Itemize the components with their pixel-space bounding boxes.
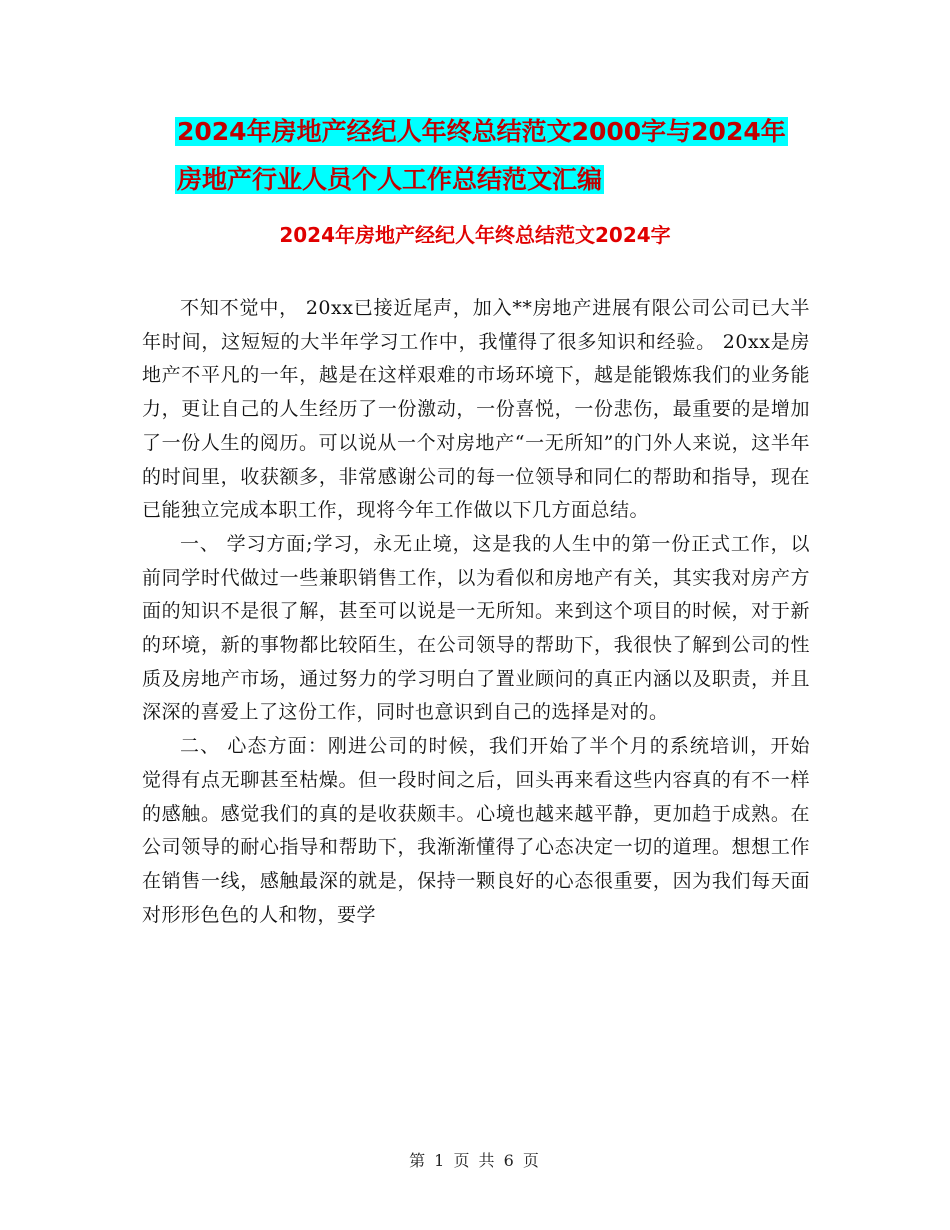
title-line-2: 房地产行业人员个人工作总结范文汇编	[177, 165, 603, 194]
document-title	[175, 108, 815, 204]
document-body	[142, 292, 810, 932]
section-subtitle: 2024年房地产经纪人年终总结范文2024字	[279, 223, 671, 247]
title-line-1: 2024年房地产经纪人年终总结范文2000字与2024年	[177, 117, 786, 146]
paragraph-study: 一、 学习方面;学习，永无止境，这是我的人生中的第一份正式工作，以前同学时代做过一些兼职销售工作，以为看似和房地产有关，其实我对房产方面的知识不是很了解，甚至可以说是一无所知。来到这个项目的时候，对于新的环境，新的事物都比较陌生，在公司领导的帮助下，我很快了解到公司的性质及房地产市场，通过努力的学习明白了置业顾问的真正内涵以及职责，并且深深的喜爱上了这份工作，同时也意识到自己的选择是对的。	[142, 532, 810, 724]
paragraph-mindset: 二、 心态方面：刚进公司的时候，我们开始了半个月的系统培训，开始觉得有点无聊甚至枯燥。但一段时间之后，回头再来看这些内容真的有不一样的感触。感觉我们的真的是收获颇丰。心境也越来越平静，更加趋于成熟。在公司领导的耐心指导和帮助下，我渐渐懂得了心态决定一切的道理。想想工作在销售一线，感触最深的就是，保持一颗良好的心态很重要，因为我们每天面对形形色色的人和物，要学	[142, 735, 810, 926]
paragraph-intro: 不知不觉中， 20xx已接近尾声，加入**房地产进展有限公司公司已大半年时间，这短短的大半年学习工作中，我懂得了很多知识和经验。 20xx是房地产不平凡的一年，越是在这样艰难的市场环境下，越是能锻炼我们的业务能力，更让自己的人生经历了一份激动，一份喜悦，一份悲伤，最重要的是增加了一份人生的阅历。可以说从一个对房地产“一无所知”的门外人来说，这半年的时间里，收获额多，非常感谢公司的每一位领导和同仁的帮助和指导，现在已能独立完成本职工作，现将今年工作做以下几方面总结。	[142, 297, 810, 522]
page-footer: 第 1 页 共 6 页	[409, 1151, 541, 1170]
